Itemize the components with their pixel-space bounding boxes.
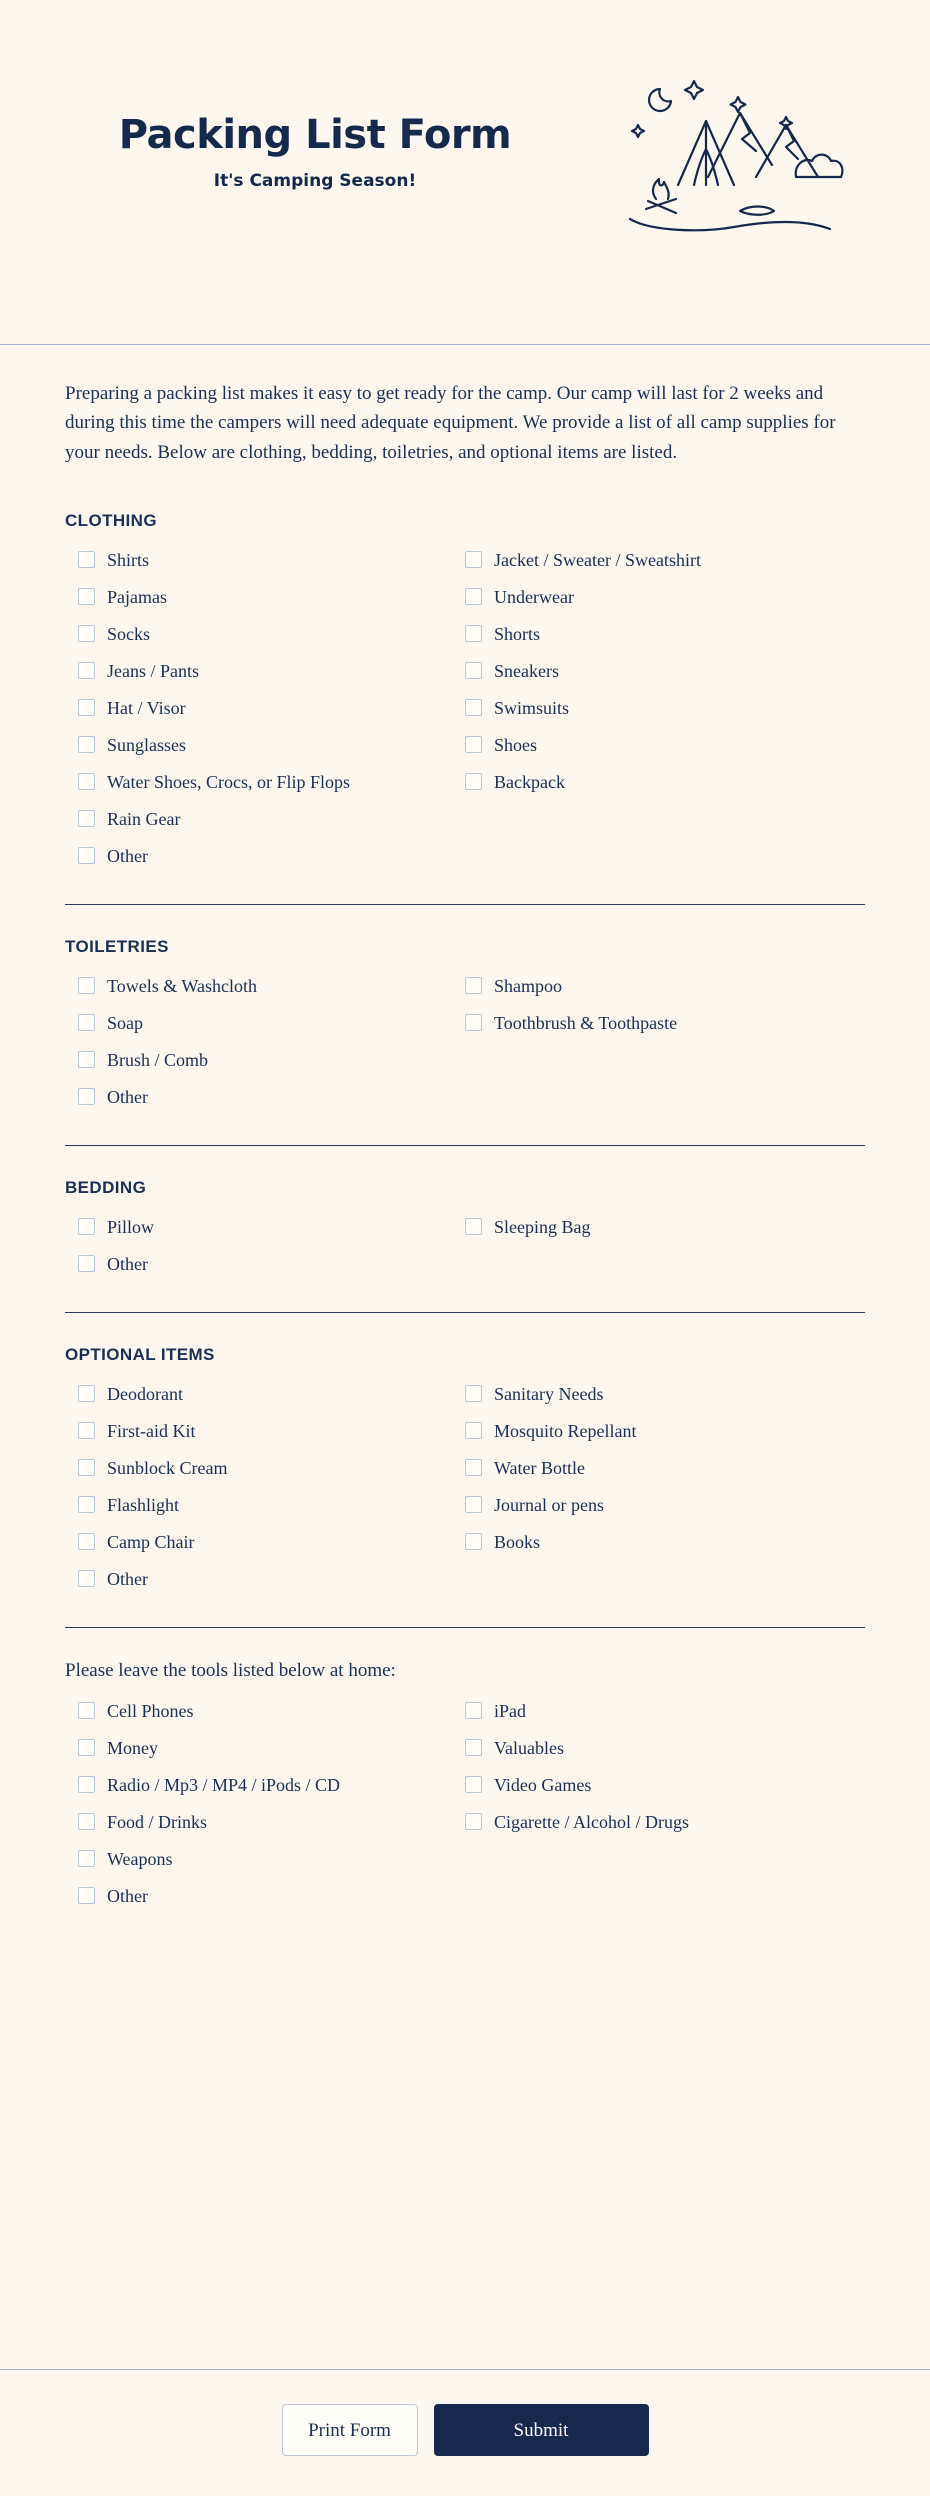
checkbox-label: Other — [107, 1086, 148, 1107]
submit-button[interactable]: Submit — [434, 2404, 649, 2456]
checkbox-icon[interactable] — [465, 699, 482, 716]
checkbox-icon[interactable] — [465, 1533, 482, 1550]
checkbox-label: Water Bottle — [494, 1457, 586, 1478]
checkbox-item[interactable] — [78, 1375, 465, 1412]
checkbox-icon[interactable] — [465, 1496, 482, 1513]
checkbox-label: Food / Drinks — [107, 1811, 208, 1832]
checkbox-item[interactable] — [465, 726, 865, 763]
checkbox-item[interactable] — [78, 541, 465, 578]
checkbox-label: Backpack — [494, 771, 565, 792]
checkbox-item[interactable] — [465, 1486, 865, 1523]
checkbox-item[interactable] — [465, 1523, 865, 1560]
checkbox-icon[interactable] — [78, 736, 95, 753]
checkbox-icon[interactable] — [78, 977, 95, 994]
checkbox-icon[interactable] — [78, 810, 95, 827]
checkbox-icon[interactable] — [78, 1422, 95, 1439]
campsite-tent-mountains-icon — [590, 59, 850, 249]
checkbox-item[interactable] — [465, 1375, 865, 1412]
checkbox-label: First-aid Kit — [107, 1420, 196, 1441]
checkbox-icon[interactable] — [465, 1459, 482, 1476]
checkbox-icon[interactable] — [465, 662, 482, 679]
checkbox-icon[interactable] — [78, 847, 95, 864]
checkbox-label: Books — [494, 1531, 541, 1552]
checkbox-icon[interactable] — [465, 736, 482, 753]
checkbox-label: Money — [107, 1737, 158, 1758]
checkbox-label: Mosquito Repellant — [494, 1420, 637, 1441]
checkbox-item[interactable] — [465, 967, 865, 1004]
checkbox-icon[interactable] — [78, 1776, 95, 1793]
checkbox-icon[interactable] — [78, 1533, 95, 1550]
leave-at-home-note: Please leave the tools listed below at home: — [65, 1660, 396, 1682]
checkbox-icon[interactable] — [465, 625, 482, 642]
checkbox-item[interactable] — [78, 652, 465, 689]
checkbox-item[interactable] — [78, 1412, 465, 1449]
checkbox-icon[interactable] — [465, 1702, 482, 1719]
checkbox-label: Journal or pens — [494, 1494, 604, 1515]
section-column-right — [465, 1692, 865, 1914]
print-form-button[interactable]: Print Form — [282, 2404, 418, 2456]
checkbox-label: Hat / Visor — [107, 697, 186, 718]
checkbox-icon[interactable] — [78, 1850, 95, 1867]
checkbox-item[interactable] — [78, 1486, 465, 1523]
section-column-left — [65, 1692, 465, 1914]
section-column-right — [465, 541, 865, 874]
checkbox-label: Sunglasses — [107, 734, 187, 755]
page-subtitle: It's Camping Season! — [213, 171, 417, 191]
checkbox-label: Brush / Comb — [107, 1049, 209, 1070]
checkbox-item[interactable] — [465, 652, 865, 689]
checkbox-icon[interactable] — [78, 551, 95, 568]
checkbox-item[interactable] — [465, 1729, 865, 1766]
checkbox-label: Radio / Mp3 / MP4 / iPods / CD — [107, 1774, 341, 1795]
form-footer — [0, 2369, 930, 2496]
section-column-left — [65, 541, 465, 874]
section-divider — [65, 1627, 865, 1628]
checkbox-item[interactable] — [78, 1245, 465, 1282]
checkbox-item[interactable] — [465, 763, 865, 800]
checkbox-icon[interactable] — [78, 662, 95, 679]
checkbox-label: Shampoo — [494, 975, 563, 996]
checkbox-icon[interactable] — [465, 1813, 482, 1830]
section-column-right — [465, 1208, 865, 1282]
checkbox-icon[interactable] — [78, 1570, 95, 1587]
checkbox-label: Other — [107, 845, 148, 866]
checkbox-item[interactable] — [465, 615, 865, 652]
checkbox-item[interactable] — [465, 578, 865, 615]
checkbox-icon[interactable] — [78, 625, 95, 642]
checkbox-item[interactable] — [78, 1803, 465, 1840]
section-title: BEDDING — [65, 1178, 147, 1198]
section-leave-at-home — [65, 1660, 865, 1914]
checkbox-label: Cell Phones — [107, 1700, 194, 1721]
section-toiletries — [65, 937, 865, 1115]
checkbox-label: Pillow — [107, 1216, 155, 1237]
section-column-left — [65, 1208, 465, 1282]
checkbox-item[interactable] — [78, 1560, 465, 1597]
checkbox-label: Swimsuits — [494, 697, 570, 718]
checkbox-label: Other — [107, 1885, 148, 1906]
section-column-left — [65, 1375, 465, 1597]
checkbox-label: Underwear — [494, 586, 574, 607]
checkbox-icon[interactable] — [78, 1088, 95, 1105]
checkbox-item[interactable] — [78, 615, 465, 652]
checkbox-item[interactable] — [78, 837, 465, 874]
checkbox-item[interactable] — [78, 1078, 465, 1115]
checkbox-item[interactable] — [78, 1004, 465, 1041]
checkbox-item[interactable] — [78, 726, 465, 763]
checkbox-label: Jacket / Sweater / Sweatshirt — [494, 549, 701, 570]
checkbox-icon[interactable] — [78, 1813, 95, 1830]
section-divider — [65, 1312, 865, 1313]
form-content — [0, 345, 930, 2341]
checkbox-icon[interactable] — [465, 977, 482, 994]
checkbox-icon[interactable] — [78, 1218, 95, 1235]
checkbox-label: Jeans / Pants — [107, 660, 199, 681]
section-column-left — [65, 967, 465, 1115]
checkbox-label: Toothbrush & Toothpaste — [494, 1012, 678, 1033]
checkbox-item[interactable] — [78, 800, 465, 837]
section-title: CLOTHING — [65, 511, 157, 531]
checkbox-label: iPad — [494, 1700, 527, 1721]
checkbox-label: Other — [107, 1253, 148, 1274]
section-clothing — [65, 511, 865, 874]
checkbox-label: Pajamas — [107, 586, 167, 607]
title-block — [80, 113, 550, 191]
checkbox-icon[interactable] — [78, 699, 95, 716]
checkbox-item[interactable] — [465, 1803, 865, 1840]
checkbox-label: Water Shoes, Crocs, or Flip Flops — [107, 771, 351, 792]
checkbox-icon[interactable] — [465, 551, 482, 568]
checkbox-icon[interactable] — [465, 1218, 482, 1235]
checkbox-icon[interactable] — [465, 773, 482, 790]
checkbox-item[interactable] — [465, 1692, 865, 1729]
checkbox-item[interactable] — [78, 967, 465, 1004]
checkbox-item[interactable] — [465, 1004, 865, 1041]
checkbox-item[interactable] — [78, 1449, 465, 1486]
checkbox-label: Video Games — [494, 1774, 592, 1795]
checkbox-item[interactable] — [465, 541, 865, 578]
checkbox-item[interactable] — [78, 1523, 465, 1560]
checkbox-icon[interactable] — [78, 1051, 95, 1068]
checkbox-item[interactable] — [78, 763, 465, 800]
checkbox-item[interactable] — [78, 1208, 465, 1245]
checkbox-item[interactable] — [78, 1766, 465, 1803]
checkbox-icon[interactable] — [78, 1014, 95, 1031]
checkbox-label: Sunblock Cream — [107, 1457, 228, 1478]
checkbox-icon[interactable] — [78, 773, 95, 790]
checkbox-item[interactable] — [78, 1692, 465, 1729]
checkbox-label: Rain Gear — [107, 808, 181, 829]
checkbox-item[interactable] — [78, 578, 465, 615]
checkbox-label: Shoes — [494, 734, 538, 755]
section-column-right — [465, 967, 865, 1115]
checkbox-icon[interactable] — [465, 588, 482, 605]
checkbox-item[interactable] — [465, 1766, 865, 1803]
checkbox-icon[interactable] — [465, 1385, 482, 1402]
checkbox-icon[interactable] — [78, 1496, 95, 1513]
checkbox-label: Sleeping Bag — [494, 1216, 591, 1237]
checkbox-icon[interactable] — [465, 1739, 482, 1756]
checkbox-icon[interactable] — [78, 1255, 95, 1272]
checkbox-item[interactable] — [465, 1412, 865, 1449]
checkbox-item[interactable] — [78, 1041, 465, 1078]
section-title: TOILETRIES — [65, 937, 169, 957]
checkbox-icon[interactable] — [465, 1776, 482, 1793]
section-divider — [65, 904, 865, 905]
page-title: Packing List Form — [118, 112, 512, 158]
section-title: OPTIONAL ITEMS — [65, 1345, 215, 1365]
checkbox-item[interactable] — [465, 689, 865, 726]
checkbox-label: Soap — [107, 1012, 143, 1033]
checkbox-item[interactable] — [78, 1729, 465, 1766]
checkbox-label: Sneakers — [494, 660, 559, 681]
checkbox-label: Weapons — [107, 1848, 173, 1869]
checkbox-label: Cigarette / Alcohol / Drugs — [494, 1811, 689, 1832]
checkbox-icon[interactable] — [78, 1459, 95, 1476]
section-column-right — [465, 1375, 865, 1597]
checkbox-icon[interactable] — [78, 1887, 95, 1904]
checkbox-item[interactable] — [78, 689, 465, 726]
checkbox-label: Socks — [107, 623, 151, 644]
checkbox-icon[interactable] — [465, 1014, 482, 1031]
checkbox-label: Shirts — [107, 549, 150, 570]
checkbox-icon[interactable] — [465, 1422, 482, 1439]
checkbox-label: Towels & Washcloth — [107, 975, 257, 996]
checkbox-item[interactable] — [78, 1840, 465, 1877]
checkbox-item[interactable] — [465, 1208, 865, 1245]
section-divider — [65, 1145, 865, 1146]
checkbox-icon[interactable] — [78, 1739, 95, 1756]
checkbox-label: Deodorant — [107, 1383, 183, 1404]
checkbox-item[interactable] — [465, 1449, 865, 1486]
checkbox-icon[interactable] — [78, 1385, 95, 1402]
checkbox-label: Camp Chair — [107, 1531, 195, 1552]
checkbox-icon[interactable] — [78, 1702, 95, 1719]
checkbox-label: Sanitary Needs — [494, 1383, 604, 1404]
section-bedding — [65, 1178, 865, 1282]
checkbox-item[interactable] — [78, 1877, 465, 1914]
intro-paragraph: Preparing a packing list makes it easy to get ready for the camp. Our camp will last for 2 weeks and during this time the campers will need adequate equipment. We provide a list of all camp supplies for your needs. Below are clothing, bedding, toiletries, and optional items are listed. — [65, 383, 836, 463]
checkbox-label: Flashlight — [107, 1494, 180, 1515]
checkbox-label: Valuables — [494, 1737, 564, 1758]
checkbox-label: Shorts — [494, 623, 541, 644]
checkbox-icon[interactable] — [78, 588, 95, 605]
section-optional-items — [65, 1345, 865, 1597]
form-header — [0, 0, 930, 345]
checkbox-label: Other — [107, 1568, 148, 1589]
